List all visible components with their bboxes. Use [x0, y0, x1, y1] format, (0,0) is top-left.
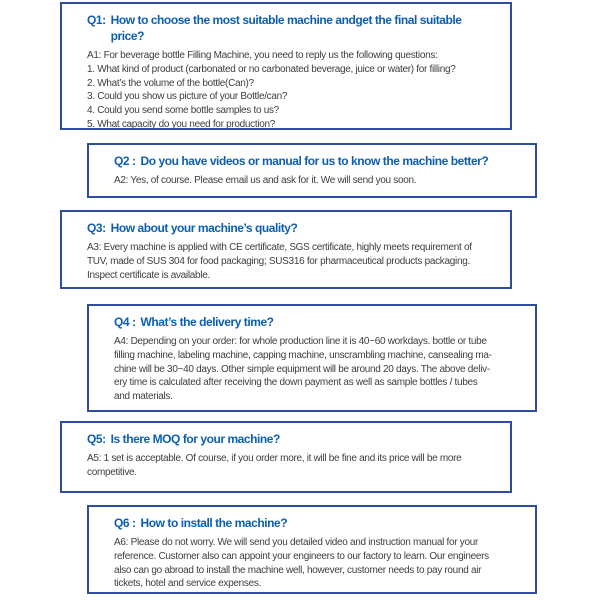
- answer-line: 3. Could you show us picture of your Bottle/can?: [87, 91, 288, 103]
- question-heading-q6: [114, 515, 529, 531]
- answer-line: reference. Customer also can appoint your engineers to our factory to learn. Our engineers: [114, 550, 489, 562]
- question-label: Q1:: [87, 13, 106, 27]
- faq-block-q5: [60, 421, 512, 493]
- question-line: price?: [110, 29, 144, 43]
- question-line: How to choose the most suitable machine andget the final suitable: [110, 13, 462, 27]
- question-text: [111, 12, 504, 44]
- faq-block-q3: [60, 210, 512, 289]
- answer-line: filling machine, labeling machine, capping machine, unscrambling machine, cansealing ma-: [114, 349, 492, 361]
- question-heading-q4: [114, 314, 529, 330]
- question-line: Is there MOQ for your machine?: [110, 432, 280, 446]
- answer-line: also can go abroad to install the machine well, however, customer needs to pay round air: [114, 564, 482, 576]
- question-text: [141, 515, 529, 531]
- answer-text-q3: [87, 241, 504, 282]
- answer-text-q1: [87, 49, 504, 130]
- faq-block-q6: [87, 505, 537, 594]
- question-text: [111, 220, 504, 236]
- answer-line: A2: Yes, of course. Please email us and ask for it. We will send you soon.: [114, 175, 417, 186]
- answer-line: A5: 1 set is acceptable. Of course, if you order more, it will be fine and its price will be more: [87, 453, 462, 464]
- answer-text-q5: [87, 452, 504, 480]
- faq-block-q2: [87, 143, 537, 198]
- question-text: [141, 314, 529, 330]
- question-line: How to install the machine?: [140, 516, 288, 530]
- question-text: [111, 431, 504, 447]
- question-line: How about your machine’s quality?: [110, 221, 298, 235]
- faq-block-q1: [60, 2, 512, 130]
- question-line: What’s the delivery time?: [140, 315, 274, 329]
- answer-line: A3: Every machine is applied with CE certificate, SGS certificate, highly meets requirement of: [87, 242, 472, 253]
- answer-text-q4: [114, 335, 529, 404]
- answer-line: and materials.: [114, 391, 173, 403]
- answer-line: ery time is calculated after receiving the down payment as well as sample bottles / tubes: [114, 377, 478, 389]
- answer-line: A4: Depending on your order: for whole production line it is 40~60 workdays. bottle or tube: [114, 336, 487, 347]
- faq-block-q4: [87, 304, 537, 412]
- answer-text-q6: [114, 536, 529, 591]
- answer-line: A6: Please do not worry. We will send you detailed video and instruction manual for your: [114, 537, 478, 548]
- question-label: Q3:: [87, 221, 106, 235]
- question-label: Q4 :: [114, 315, 136, 329]
- answer-line: 5. What capacity do you need for production?: [87, 118, 276, 130]
- answer-line: Inspect certificate is available.: [87, 269, 210, 281]
- question-label: Q2 :: [114, 154, 136, 168]
- question-heading-q1: [87, 12, 504, 44]
- answer-line: chine will be 30~40 days. Other simple equipment will be around 20 days. The above deliv-: [114, 363, 490, 375]
- question-label: Q5:: [87, 432, 106, 446]
- answer-line: competitive.: [87, 466, 137, 478]
- question-heading-q5: [87, 431, 504, 447]
- question-label: Q6 :: [114, 516, 136, 530]
- answer-line: 2. What’s the volume of the bottle(Can)?: [87, 77, 254, 89]
- answer-line: A1: For beverage bottle Filling Machine, you need to reply us the following questions:: [87, 50, 438, 61]
- question-heading-q2: [114, 153, 529, 169]
- question-line: Do you have videos or manual for us to know the machine better?: [140, 154, 489, 168]
- answer-line: tickets, hotel and service expenses.: [114, 578, 262, 590]
- answer-line: 1. What kind of product (carbonated or no carbonated beverage, juice or water) for filling?: [87, 63, 456, 75]
- answer-line: TUV, made of SUS 304 for food packaging; SUS316 for pharmaceutical products packaging.: [87, 255, 470, 267]
- answer-line: 4. Could you send some bottle samples to us?: [87, 105, 279, 117]
- question-text: [141, 153, 529, 169]
- question-heading-q3: [87, 220, 504, 236]
- answer-text-q2: [114, 174, 529, 188]
